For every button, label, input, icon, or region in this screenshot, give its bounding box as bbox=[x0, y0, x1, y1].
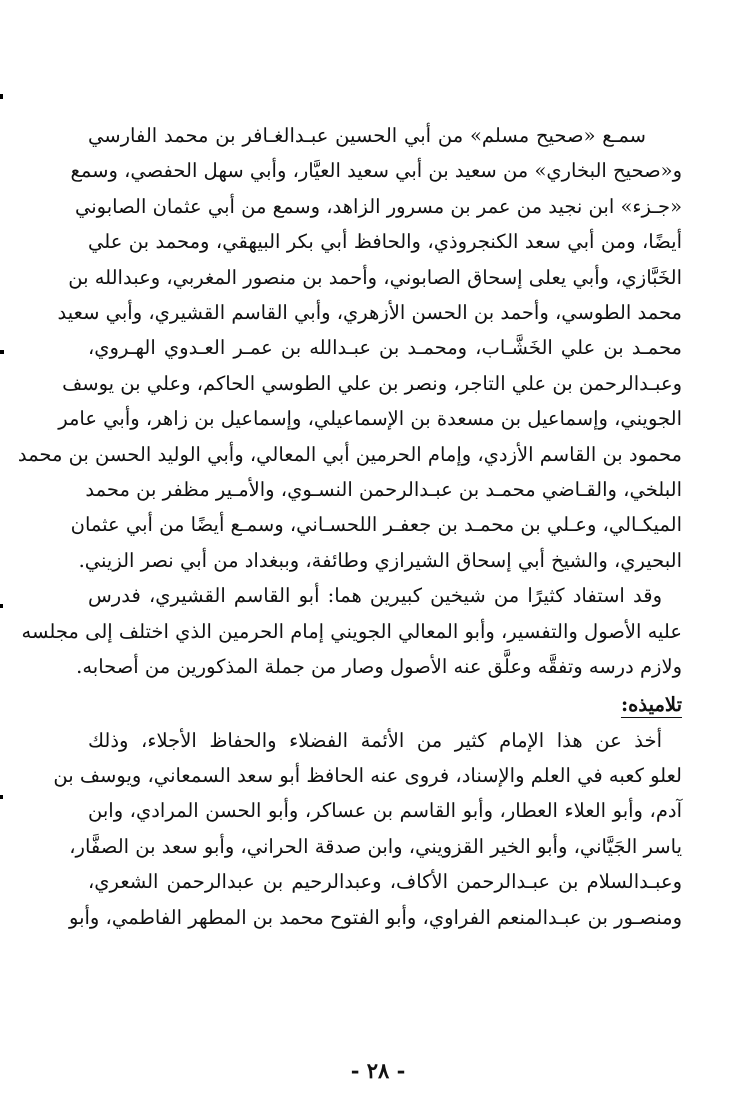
text-line: وعبـدالرحمن بن علي التاجر، ونصر بن علي الطوسي الحاكم، وعلي بن يوسف bbox=[62, 371, 682, 395]
section-heading-students: تلاميذه: bbox=[620, 692, 682, 716]
scan-edge-mark bbox=[0, 604, 3, 608]
text-line: أيضًا، ومن أبي سعد الكنجروذي، والحافظ أبي بكر البيهقي، ومحمد بن علي bbox=[88, 230, 682, 254]
paragraph-students bbox=[53, 723, 682, 935]
text-line: أخذ عن هذا الإمام كثير من الأئمة الفضلاء والحفاظ الأجلاء، وذلك bbox=[88, 728, 662, 752]
text-line: سمـع «صحيح مسلم» من أبي الحسين عبـدالغـافر بن محمد الفارسي bbox=[88, 124, 646, 147]
text-line: ومنصـور بن عبـدالمنعم الفراوي، وأبو الفتوح محمد بن المطهر الفاطمي، وأبو bbox=[69, 905, 682, 929]
text-line: محمد الطوسي، وأحمد بن الحسن الأزهري، وأبي القاسم القشيري، وأبي سعيد bbox=[57, 301, 682, 325]
text-line: لعلو كعبه في العلم والإسناد، فروى عنه الحافظ أبو سعد السمعاني، ويوسف بن bbox=[53, 763, 682, 787]
text-line: الخَبَّازي، وأبي يعلى إسحاق الصابوني، وأحمد بن منصور المغربي، وعبدالله بن bbox=[68, 265, 682, 289]
paragraph-teachers bbox=[17, 118, 682, 578]
text-line: البلخي، والقـاضي محمـد بن عبـدالرحمن النسـوي، والأمـير مظفر بن محمد bbox=[85, 478, 682, 502]
scan-edge-mark bbox=[0, 795, 3, 799]
text-line: آدم، وأبو العلاء العطار، وأبو القاسم بن عساكر، وأبو الحسن المرادي، وابن bbox=[88, 799, 682, 823]
text-line: الميكـالي، وعـلي بن محمـد بن جعفـر اللحسـاني، وسمـع أيضًا من أبي عثمان bbox=[70, 513, 682, 537]
paragraph-two-shaykhs bbox=[21, 578, 682, 684]
text-line: الجويني، وإسماعيل بن مسعدة بن الإسماعيلي، وإسماعيل بن زاهر، وأبي عامر bbox=[58, 407, 682, 431]
text-line: «جـزء» ابن نجيد من عمر بن مسرور الزاهد، وسمع من أبي عثمان الصابوني bbox=[74, 194, 682, 218]
text-line: وعبـدالسلام بن عبـدالرحمن الأكاف، وعبدالرحيم بن عبدالرحمن الشعري، bbox=[88, 870, 682, 894]
page-number: - ٢٨ - bbox=[350, 1058, 406, 1083]
text-line: ياسر الجَيَّاني، وأبو الخير القزويني، وابن صدقة الحراني، وأبو سعد بن الصفَّار، bbox=[69, 834, 682, 858]
text-line: محمـد بن علي الخَشَّـاب، ومحمـد بن عبـدالله بن عمـر العـدوي الهـروي، bbox=[88, 336, 682, 360]
text-line: عليه الأصول والتفسير، وأبو المعالي الجويني إمام الحرمين الذي اختلف إلى مجلسه bbox=[21, 619, 682, 643]
page-body bbox=[17, 118, 682, 935]
text-line: ولازم درسه وتفقَّه وعلَّق عنه الأصول وصار من جملة المذكورين من أصحابه. bbox=[76, 655, 682, 679]
text-line: البحيري، والشيخ أبي إسحاق الشيرازي وطائفة، وببغداد من أبي نصر الزيني. bbox=[78, 548, 682, 572]
text-line: محمود بن القاسم الأزدي، وإمام الحرمين أبي المعالي، وأبي الوليد الحسن بن محمد bbox=[17, 442, 682, 466]
text-line: و«صحيح البخاري» من سعيد بن أبي سعيد العيَّار، وأبي سهل الحفصي، وسمع bbox=[70, 159, 682, 183]
scan-edge-mark bbox=[0, 350, 4, 354]
text-line: وقد استفاد كثيرًا من شيخين كبيرين هما: أبو القاسم القشيري، فدرس bbox=[88, 584, 662, 608]
scan-edge-mark bbox=[0, 94, 3, 99]
